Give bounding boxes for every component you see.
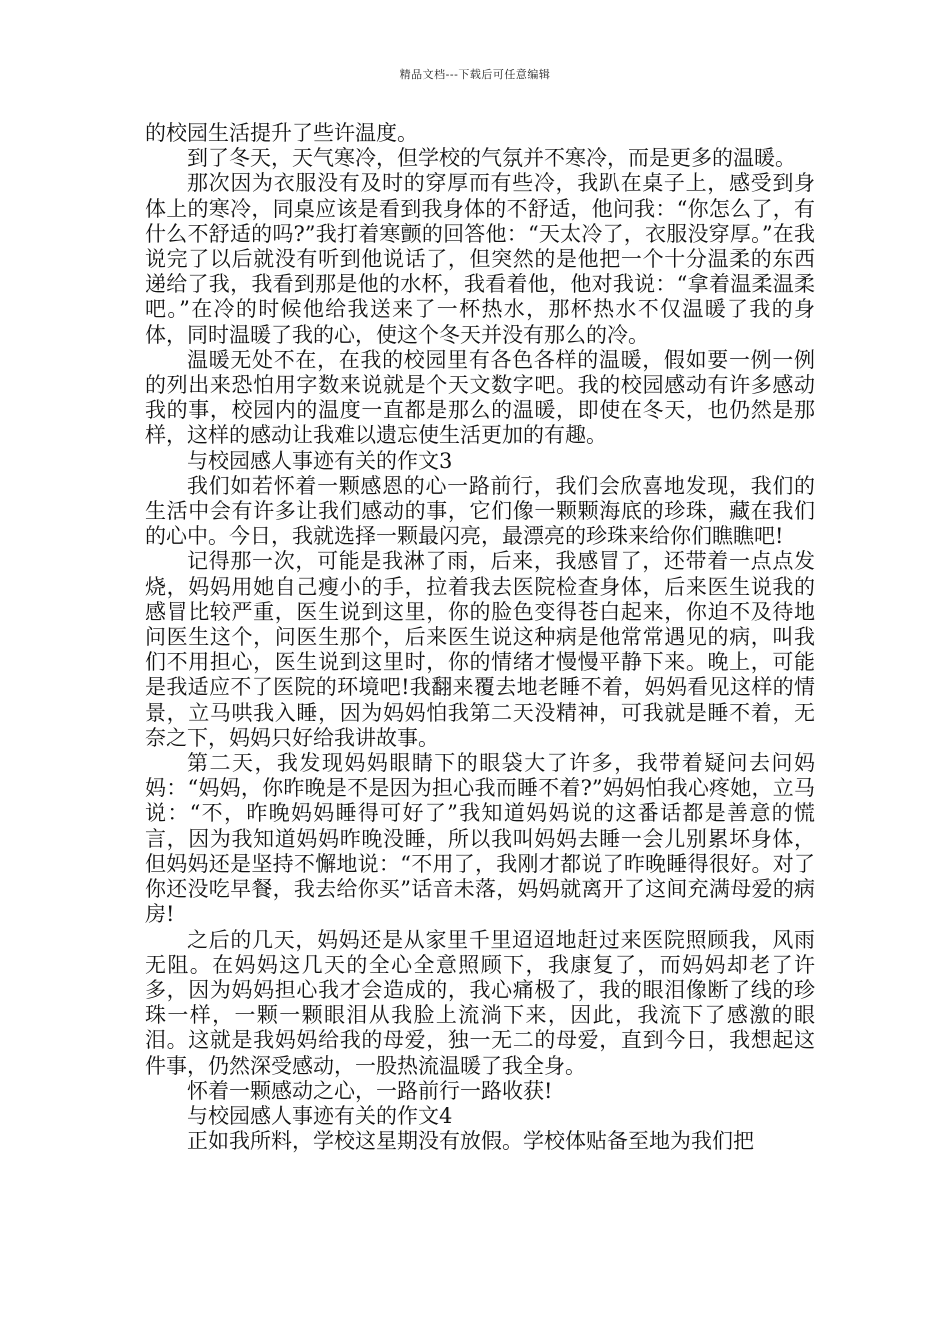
section-heading: 与校园感人事迹有关的作文3 bbox=[187, 448, 453, 473]
paragraph: 我们如若怀着一颗感恩的心一路前行，我们会欣喜地发现，我们的生活中会有许多让我们感动的事，它们像一颗颗海底的珍珠，藏在我们的心中。今日，我就选择一颗最闪亮，最漂亮的珍珠来给你们瞧瞧吧! bbox=[145, 473, 815, 549]
paragraph: 正如我所料，学校这星期没有放假。学校体贴备至地为我们把 bbox=[187, 1129, 754, 1154]
paragraph: 之后的几天，妈妈还是从家里千里迢迢地赶过来医院照顾我，风雨无阻。在妈妈这几天的全心全意照顾下，我康复了，而妈妈却老了许多，因为妈妈担心我才会造成的，我心痛极了，我的眼泪像断了线的珍珠一样，一颗一颗眼泪从我脸上流淌下来，因此，我流下了感激的眼泪。这就是我妈妈给我的母爱，独一无二的母爱，直到今日，我想起这件事，仍然深受感动，一股热流温暖了我全身。 bbox=[145, 927, 815, 1078]
section-heading: 与校园感人事迹有关的作文4 bbox=[187, 1103, 453, 1128]
page-header: 精品文档---下载后可任意编辑 bbox=[399, 68, 551, 81]
document-body bbox=[145, 121, 815, 1154]
paragraph: 第二天，我发现妈妈眼睛下的眼袋大了许多，我带着疑问去问妈妈：“妈妈，你昨晚是不是因为担心我而睡不着?”妈妈怕我心疼她，立马说：“不，昨晚妈妈睡得可好了”我知道妈妈说的这番话都是善意的慌言，因为我知道妈妈昨晚没睡，所以我叫妈妈去睡一会儿别累坏身体，但妈妈还是坚持不懈地说：“不用了，我刚才都说了昨晚睡得很好。对了你还没吃早餐，我去给你买”话音未落，妈妈就离开了这间充满母爱的病房! bbox=[145, 751, 815, 927]
paragraph: 怀着一颗感动之心，一路前行一路收获! bbox=[187, 1078, 553, 1103]
paragraph: 温暖无处不在，在我的校园里有各色各样的温暖，假如要一例一例的列出来恐怕用字数来说就是个天文数字吧。我的校园感动有许多感动我的事，校园内的温度一直都是那么的温暖，即使在冬天，也仍然是那样，这样的感动让我难以遗忘使生活更加的有趣。 bbox=[145, 347, 815, 448]
paragraph: 到了冬天，天气寒冷，但学校的气氛并不寒冷，而是更多的温暖。 bbox=[187, 146, 796, 171]
paragraph: 那次因为衣服没有及时的穿厚而有些冷，我趴在桌子上，感受到身体上的寒冷，同桌应该是看到我身体的不舒适，他问我：“你怎么了，有什么不舒适的吗?”我打着寒颤的回答他：“天太冷了，衣服没穿厚。”在我说完了以后就没有听到他说话了，但突然的是他把一个十分温柔的东西递给了我，我看到那是他的水杯，我看着他，他对我说：“拿着温柔温柔吧。”在冷的时候他给我送来了一杯热水，那杯热水不仅温暖了我的身体，同时温暖了我的心，使这个冬天并没有那么的冷。 bbox=[145, 171, 815, 347]
paragraph: 记得那一次，可能是我淋了雨，后来，我感冒了，还带着一点点发烧，妈妈用她自己瘦小的手，拉着我去医院检查身体，后来医生说我的感冒比较严重，医生说到这里，你的脸色变得苍白起来，你迫不及待地问医生这个，问医生那个，后来医生说这种病是他常常遇见的病，叫我们不用担心，医生说到这里时，你的情绪才慢慢平静下来。晚上，可能是我适应不了医院的环境吧!我翻来覆去地老睡不着，妈妈看见这样的情景，立马哄我入睡，因为妈妈怕我第二天没精神，可我就是睡不着，无奈之下，妈妈只好给我讲故事。 bbox=[145, 549, 815, 750]
paragraph: 的校园生活提升了些许温度。 bbox=[145, 121, 418, 145]
